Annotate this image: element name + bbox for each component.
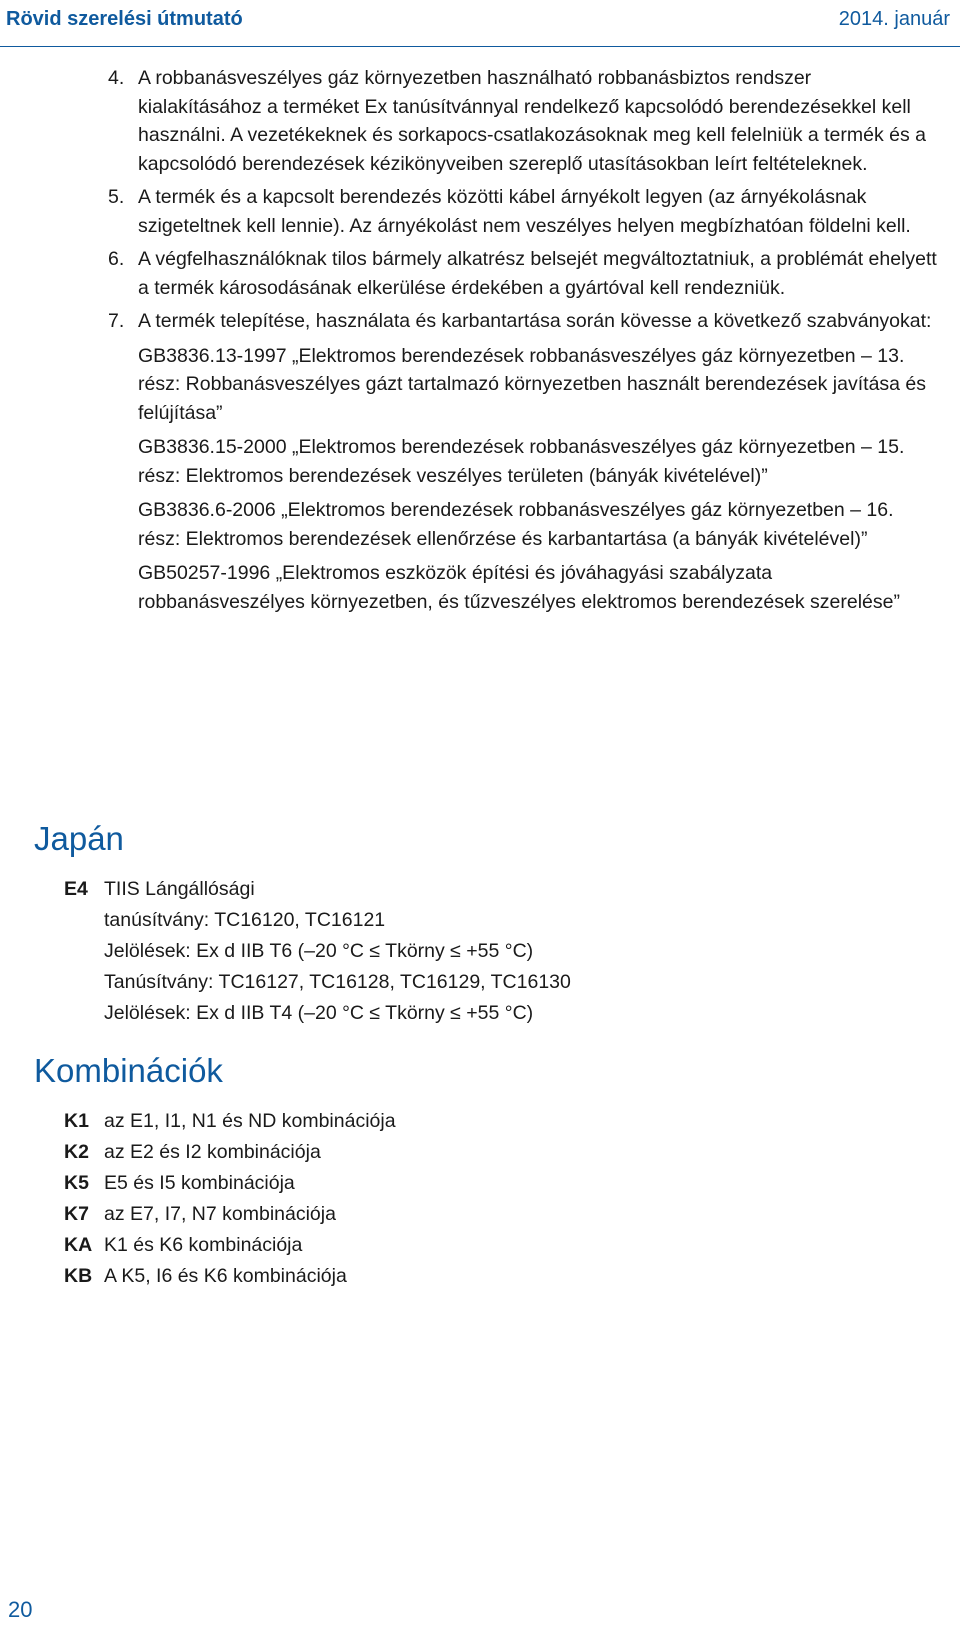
approval-line: Jelölések: Ex d IIB T6 (–20 °C ≤ Tkörny ≤ +55 °C) [104,940,534,962]
standards-list [138,342,938,617]
combination-row [64,1199,924,1230]
combination-code: K5 [64,1172,89,1194]
section-title-combinations: Kombinációk [34,1052,223,1089]
approval-line: Jelölések: Ex d IIB T4 (–20 °C ≤ Tkörny ≤ +55 °C) [104,1002,534,1024]
list-item [108,64,938,178]
page-number: 20 [8,1597,33,1622]
document-date: 2014. január [838,8,950,30]
page-header [0,0,960,47]
combination-code: K2 [64,1141,89,1163]
standard-entry: GB50257-1996 „Elektromos eszközök építési és jóváhagyási szabályzata robbanásveszélyes környezetben, és tűzveszélyes elektromos berendezések szerelése” [138,562,900,613]
list-item-text: A termék telepítése, használata és karbantartása során kövesse a következő szabványokat: [138,310,932,332]
approval-line: Tanúsítvány: TC16127, TC16128, TC16129, TC16130 [104,971,571,993]
combination-code: K7 [64,1203,89,1225]
japan-approvals [64,874,924,1029]
combination-row [64,1261,924,1292]
list-item-text: A robbanásveszélyes gáz környezetben használható robbanásbiztos rendszer kialakításához a terméket Ex tanúsítvánnyal rendelkező kapcsolódó berendezésekkel kell használni. A vezetékeknek és sorkapocs-csatlakozásoknak meg kell felelniük a termék és a kapcsolódó berendezések kézikönyveiben szereplő utasításokban leírt feltételeknek. [138,67,926,175]
standard-entry: GB3836.13-1997 „Elektromos berendezések robbanásveszélyes gáz környezetben – 13. rész: Robbanásveszélyes gázt tartalmazó környezetben használt berendezések javítása és felújítása” [138,344,927,424]
list-item-number: 7. [108,310,125,332]
combination-code: KB [64,1265,93,1287]
combination-row [64,1168,924,1199]
combinations-list [64,1106,924,1292]
standard-entry: GB3836.15-2000 „Elektromos berendezések robbanásveszélyes gáz környezetben – 15. rész: Elektromos berendezések veszélyes területen (bányák kivételével)” [138,436,905,487]
list-item [108,307,938,616]
combination-code: K1 [64,1110,89,1132]
combination-row [64,1230,924,1261]
list-item-number: 4. [108,67,125,89]
combination-row [64,1137,924,1168]
combination-text: az E2 és I2 kombinációja [104,1141,321,1163]
approval-line: TIIS Lángállósági [104,878,255,900]
list-item-text: A végfelhasználóknak tilos bármely alkatrész belsejét megváltoztatniuk, a problémát ehelyett a termék károsodásának elkerülése érdekében a gyártóval kell rendezniük. [138,248,937,299]
list-item [108,245,938,302]
list-item-number: 5. [108,186,125,208]
combination-text: az E7, I7, N7 kombinációja [104,1203,336,1225]
list-item-text: A termék és a kapcsolt berendezés közötti kábel árnyékolt legyen (az árnyékolásnak szigeteltnek kell lennie). Az árnyékolást nem veszélyes helyen megbízhatóan földelni kell. [138,186,911,237]
document-title: Rövid szerelési útmutató [6,8,243,30]
list-item-number: 6. [108,248,125,270]
approval-code: E4 [64,878,88,900]
approval-row [64,874,924,905]
combination-text: E5 és I5 kombinációja [104,1172,295,1194]
standard-entry: GB3836.6-2006 „Elektromos berendezések robbanásveszélyes gáz környezetben – 16. rész: Elektromos berendezések ellenőrzése és karbantartása (a bányák kivételével)” [138,499,894,550]
section-title-japan: Japán [34,820,124,857]
combination-text: A K5, I6 és K6 kombinációja [104,1265,347,1287]
numbered-list [108,64,938,621]
approval-line: tanúsítvány: TC16120, TC16121 [104,909,386,931]
combination-code: KA [64,1234,93,1256]
combination-text: az E1, I1, N1 és ND kombinációja [104,1110,396,1132]
combination-row [64,1106,924,1137]
combination-text: K1 és K6 kombinációja [104,1234,303,1256]
list-item [108,183,938,240]
